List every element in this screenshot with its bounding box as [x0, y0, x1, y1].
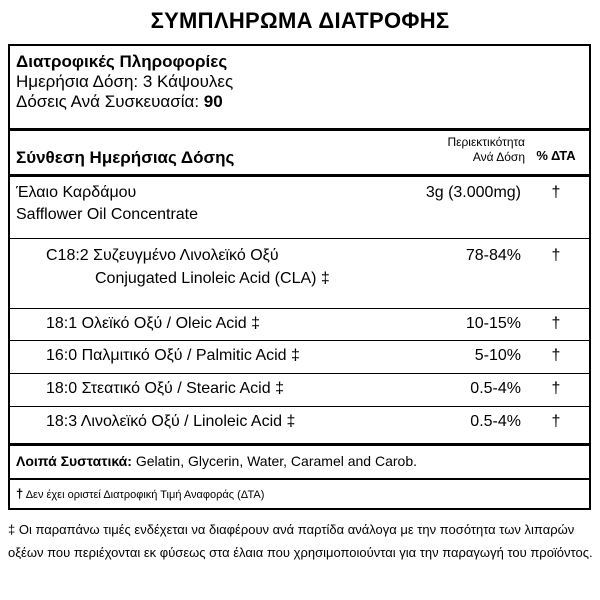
ingredient-amount: 0.5-4%: [470, 413, 521, 430]
ingredient-dv: †: [551, 184, 561, 201]
other-ingredients-text: Gelatin, Glycerin, Water, Caramel and Carob.: [135, 453, 417, 469]
row-divider: [10, 373, 589, 374]
serving-size: Ημερήσια Δόση: 3 Κάψουλες: [16, 72, 234, 91]
servings-per-container: [16, 92, 233, 112]
ingredient-name: 18:0 Στεατικό Οξύ / Stearic Acid ‡: [46, 380, 284, 397]
nutrition-panel: [8, 44, 591, 510]
ingredient-dv: †: [551, 413, 561, 430]
divider-thick: [10, 443, 589, 446]
row-divider: [10, 406, 589, 407]
content-header-line2: Ανά Δόση: [472, 150, 525, 164]
table-row: [10, 378, 589, 400]
divider-thick: [10, 128, 589, 131]
table-row: [10, 411, 589, 433]
other-ingredients: [16, 453, 417, 469]
servings-label: Δόσεις Ανά Συσκευασία:: [16, 92, 200, 111]
dv-note-text: Δεν έχει οριστεί Διατροφική Τιμή Αναφοράς (ΔΤΑ): [25, 489, 265, 501]
row-divider: [10, 478, 589, 480]
composition-header: Σύνθεση Ημερήσιας Δόσης: [16, 148, 235, 167]
other-ingredients-label: Λοιπά Συστατικά:: [16, 453, 132, 469]
row-divider: [10, 308, 589, 309]
label-title: ΣΥΜΠΛΗΡΩΜΑ ΔΙΑΤΡΟΦΗΣ: [150, 8, 450, 33]
ingredient-amount: 0.5-4%: [470, 380, 521, 397]
footnote: ‡ Οι παραπάνω τιμές ενδέχεται να διαφέρουν ανά παρτίδα ανάλογα με την ποσότητα των λιπαρών οξέων που περιέχονται εκ φύσεως στα έλαια που χρησιμοποιούνται για την παραγωγή του προϊόντος.: [8, 522, 593, 560]
ingredient-name: 18:3 Λινολεϊκό Οξύ / Linoleic Acid ‡: [46, 413, 296, 430]
ingredient-amount: 5-10%: [474, 347, 521, 364]
table-row: [10, 182, 589, 232]
ingredient-name: C18:2 Συζευγμένο Λινολεϊκό Οξύ: [46, 247, 279, 264]
divider-thick: [10, 174, 589, 177]
row-divider: [10, 238, 589, 239]
ingredient-dv: †: [551, 315, 561, 332]
content-header-line1: Περιεκτικότητα: [447, 135, 525, 149]
table-row: [10, 345, 589, 367]
ingredient-name-en: Safflower Oil Concentrate: [16, 206, 199, 223]
ingredient-name: 18:1 Ολεϊκό Οξύ / Oleic Acid ‡: [46, 315, 261, 332]
ingredient-dv: †: [551, 247, 561, 264]
ingredient-amount: 3g (3.000mg): [425, 184, 521, 201]
dv-header: % ΔΤΑ: [536, 148, 576, 163]
ingredient-dv: †: [551, 347, 561, 364]
table-row: [10, 245, 589, 295]
content-header: [370, 135, 525, 165]
dagger-symbol: †: [16, 486, 24, 501]
ingredient-dv: †: [551, 380, 561, 397]
info-heading: Διατροφικές Πληροφορίες: [16, 52, 228, 71]
row-divider: [10, 340, 589, 341]
dv-note: [16, 486, 264, 501]
servings-value: 90: [203, 92, 223, 111]
nutrition-info: [16, 52, 233, 112]
table-row: [10, 313, 589, 335]
ingredient-amount: 10-15%: [465, 315, 521, 332]
ingredient-name: Έλαιο Καρδάμου: [16, 184, 137, 201]
ingredient-name: 16:0 Παλμιτικό Οξύ / Palmitic Acid ‡: [46, 347, 300, 364]
ingredient-name-en: Conjugated Linoleic Acid (CLA) ‡: [95, 270, 330, 287]
ingredient-amount: 78-84%: [465, 247, 521, 264]
